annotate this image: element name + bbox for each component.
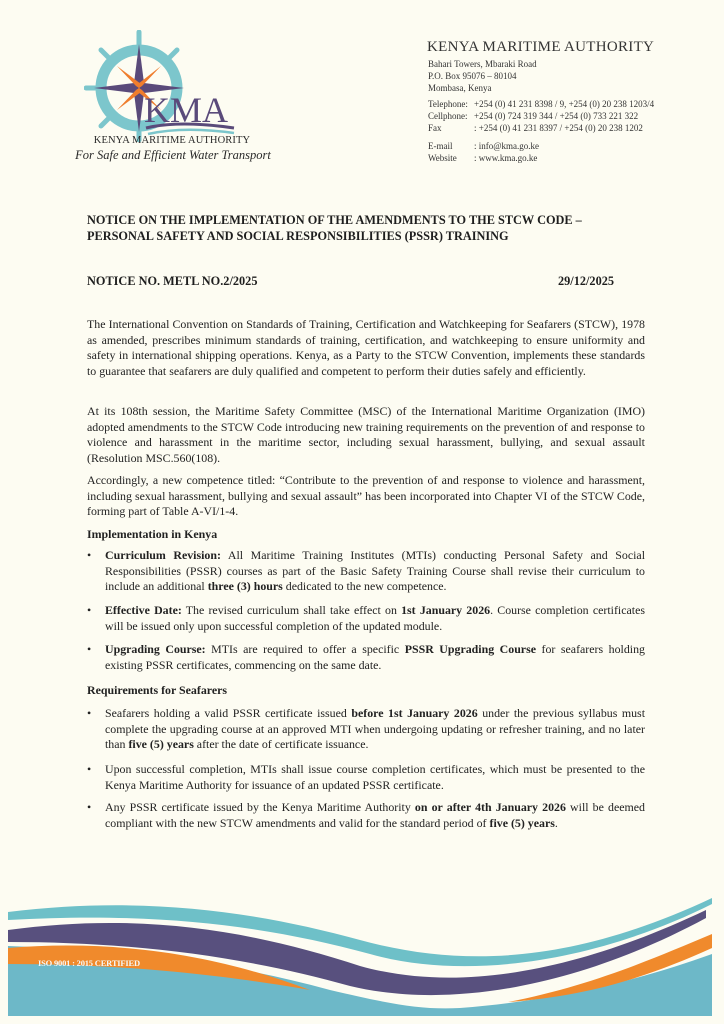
section-heading: Requirements for Seafarers — [87, 683, 228, 697]
item-text: . Course completion certificates will be issued only upon successful completion of the updated module. — [105, 603, 645, 633]
bullet-icon: • — [87, 642, 92, 656]
list-item — [87, 800, 645, 831]
contact-label: Fax — [428, 123, 442, 133]
bullet-icon: • — [87, 762, 92, 776]
item-lead: Curriculum Revision: — [105, 548, 221, 562]
logo-caption: KENYA MARITIME AUTHORITY — [93, 135, 251, 146]
contact-value: +254 (0) 41 231 8398 / 9, +254 (0) 20 238 1203/4 — [474, 99, 655, 109]
paragraph: Accordingly, a new competence titled: “Contribute to the prevention of and response to violence and harassment, including sexual harassment, bullying and sexual assault” has been incorporated into Chapter VI of the STCW Code, forming part of Table A-VI/1-4. — [87, 473, 645, 519]
contact-value[interactable]: : www.kma.go.ke — [474, 153, 538, 163]
contact-email — [428, 141, 539, 151]
contact-label: Cellphone: — [428, 111, 468, 121]
contact-website — [428, 153, 537, 163]
footer-wave-banner — [0, 890, 724, 1024]
paragraph: At its 108th session, the Maritime Safety Committee (MSC) of the International Maritime Organization (IMO) adopted amendments to the STCW Code introducing new training requirements on the prevention of and response to violence and harassment in the maritime sector, including sexual harassment, bullying, and sexual assault (Resolution MSC.560(108). — [87, 404, 645, 465]
address-line: Bahari Towers, Mbaraki Road — [428, 59, 537, 69]
notice-title — [87, 212, 657, 244]
logo-tagline: For Safe and Efficient Water Transport — [75, 148, 271, 162]
list-item — [87, 642, 645, 673]
contact-label: E-mail — [428, 141, 453, 151]
item-lead: Upgrading Course: — [105, 642, 206, 656]
paragraph: The International Convention on Standards of Training, Certification and Watchkeeping for Seafarers (STCW), 1978 as amended, prescribes minimum standards of training, certification, and watchkeeping to ensure uniformity and safety in international shipping operations. Kenya, as a Party to the STCW Convention, implements these standards to guarantee that seafarers are duly qualified and competent to perform their duties safely and efficiently. — [87, 317, 645, 378]
item-text: after the date of certificate issuance. — [193, 737, 369, 752]
contact-telephone — [428, 99, 654, 109]
item-text: The revised curriculum shall take effect on — [181, 603, 402, 617]
list-item — [87, 603, 645, 634]
item-text: under the previous syllabus must complete the upgrading course at an approved MTI when undergoing updating or refresher training, and no later than — [105, 706, 645, 752]
item-emphasis: on or after 4th January 2026 — [414, 800, 566, 814]
item-emphasis: 1st January 2026 — [401, 603, 491, 617]
contact-value: +254 (0) 724 319 344 / +254 (0) 733 221 322 — [474, 111, 639, 121]
notice-number: NOTICE NO. METL NO.2/2025 — [87, 274, 258, 288]
bullet-icon: • — [87, 706, 92, 720]
contact-fax — [428, 123, 643, 133]
contact-label: Telephone: — [428, 99, 468, 109]
title-line: NOTICE ON THE IMPLEMENTATION OF THE AMENDMENTS TO THE STCW CODE – — [87, 213, 582, 227]
item-text: dedicated to the new competence. — [282, 579, 447, 594]
address-line: Mombasa, Kenya — [428, 83, 492, 93]
item-text: . — [554, 815, 558, 830]
section-heading: Implementation in Kenya — [87, 527, 218, 541]
contact-cellphone — [428, 111, 638, 121]
item-emphasis: five (5) years — [489, 815, 555, 830]
item-lead: Effective Date: — [105, 603, 182, 617]
list-item — [87, 706, 645, 753]
item-text: Any PSSR certificate issued by the Kenya Maritime Authority — [105, 800, 415, 814]
item-text: for seafarers holding existing PSSR certificates, commencing on the same date. — [105, 642, 645, 672]
logo-wordmark: KMA — [144, 90, 229, 130]
title-line: PERSONAL SAFETY AND SOCIAL RESPONSIBILITIES (PSSR) TRAINING — [87, 229, 509, 243]
address-line: P.O. Box 95076 – 80104 — [428, 71, 517, 81]
item-text: Seafarers holding a valid PSSR certificate issued — [105, 706, 352, 720]
bullet-icon: • — [87, 603, 92, 617]
contact-label: Website — [428, 153, 457, 163]
bullet-icon: • — [87, 548, 92, 562]
list-item — [87, 762, 645, 793]
item-text: Upon successful completion, MTIs shall issue course completion certificates, which must be presented to the Kenya Maritime Authority for issuance of an updated PSSR certificate. — [105, 762, 645, 792]
item-text: MTIs are required to offer a specific — [205, 642, 405, 656]
notice-date: 29/12/2025 — [558, 274, 615, 288]
item-emphasis: before 1st January 2026 — [351, 706, 478, 720]
item-text: will be deemed compliant with the new STCW amendments and valid for the standard period of — [105, 800, 645, 830]
bullet-icon: • — [87, 800, 92, 814]
contact-value: : +254 (0) 41 231 8397 / +254 (0) 20 238 1202 — [474, 123, 643, 133]
iso-certification: ISO 9001 : 2015 CERTIFIED — [38, 958, 140, 968]
kma-logo — [84, 30, 244, 142]
item-text: All Maritime Training Institutes (MTIs) conducting Personal Safety and Social Responsibilities (PSSR) courses as part of the Basic Safety Training Course shall revise their curriculum to include an additional — [105, 548, 645, 594]
contact-value[interactable]: : info@kma.go.ke — [474, 141, 540, 151]
item-emphasis: three (3) hours — [207, 579, 283, 594]
item-emphasis: five (5) years — [128, 737, 194, 752]
item-emphasis: PSSR Upgrading Course — [404, 642, 536, 656]
org-name: KENYA MARITIME AUTHORITY — [427, 39, 655, 55]
list-item — [87, 548, 645, 595]
